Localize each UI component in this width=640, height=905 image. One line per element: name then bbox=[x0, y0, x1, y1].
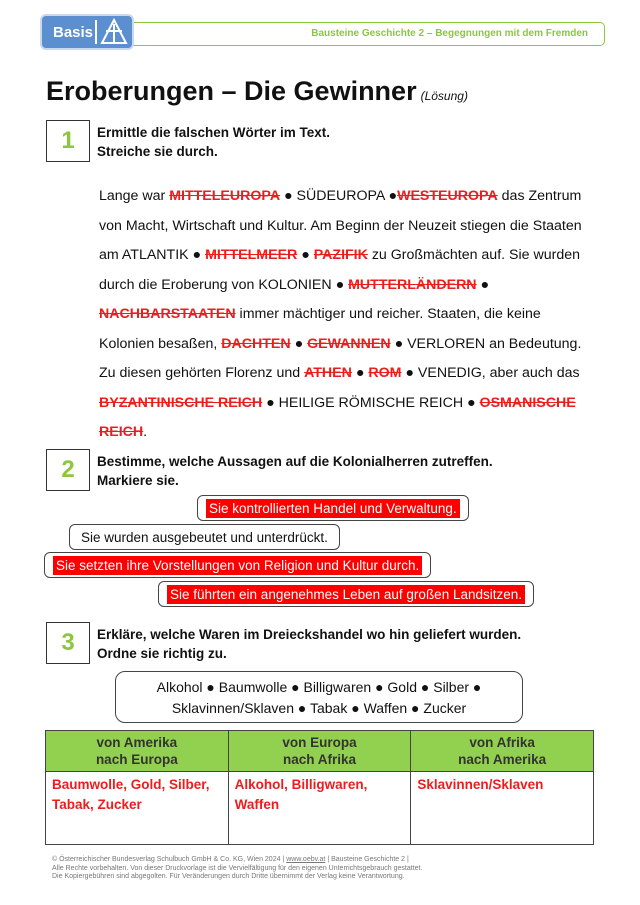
statement-text-4: Sie führten ein angenehmes Leben auf großen Landsitzen. bbox=[167, 585, 525, 604]
trade-table-header-row bbox=[46, 731, 594, 772]
answer-3-line-1: Sklavinnen/Sklaven bbox=[417, 777, 544, 792]
statement-text-3: Sie setzten ihre Vorstellungen von Religion und Kultur durch. bbox=[53, 556, 422, 575]
answer-2-line-2: Waffen bbox=[234, 797, 280, 812]
struck-word[interactable]: WESTEUROPA bbox=[397, 188, 498, 204]
header-africa-america bbox=[411, 731, 594, 772]
struck-word[interactable]: OSMANISCHE REICH bbox=[99, 394, 576, 440]
text-segment: ● bbox=[290, 335, 308, 352]
answer-1-line-2: Tabak, Zucker bbox=[52, 797, 142, 812]
triangle-logo-icon bbox=[100, 18, 128, 46]
cloze-text bbox=[99, 182, 599, 448]
text-segment: zu Großmächten auf. Sie wurden durch die Eroberung von KOLONIEN ● bbox=[99, 247, 581, 293]
header-1-line-2: nach Europa bbox=[95, 752, 178, 767]
footer-series: | Bausteine Geschichte 2 | bbox=[325, 856, 409, 863]
text-segment: das Zentrum von Macht, Wirtschaft und Kultur. Am Beginn der Neuzeit stiegen die Staaten am ATLANTIK ● bbox=[99, 188, 582, 263]
header-2-line-1: von Europa bbox=[282, 735, 357, 750]
text-segment: ● HEILIGE RÖMISCHE REICH ● bbox=[262, 394, 480, 411]
text-segment: ● bbox=[297, 247, 314, 263]
title-solution-note: (Lösung) bbox=[420, 89, 468, 103]
task-3-instructions bbox=[97, 625, 521, 663]
header-1-line-1: von Amerika bbox=[96, 735, 178, 750]
footer-line-2: Alle Rechte vorbehalten. Von dieser Druckvorlage ist die Vervielfältigung für den eigenen Unterrichtsgebrauch gestattet. bbox=[52, 864, 423, 872]
page-title bbox=[46, 76, 468, 107]
task-2-line-2: Markiere sie. bbox=[97, 473, 179, 488]
struck-word[interactable]: MITTELMEER bbox=[205, 247, 298, 263]
text-segment: immer mächtiger und reicher. Staaten, die keine Kolonien besaßen, bbox=[99, 306, 541, 352]
answer-europe-africa[interactable] bbox=[228, 772, 411, 845]
header-2-line-2: nach Afrika bbox=[282, 752, 356, 767]
text-segment: . bbox=[143, 424, 148, 440]
text-segment: ● bbox=[351, 365, 369, 381]
statement-box-2[interactable] bbox=[69, 524, 340, 550]
answer-africa-america[interactable] bbox=[411, 772, 594, 845]
statement-box-3[interactable] bbox=[44, 552, 431, 578]
footer-copyright: © Österreichischer Bundesverlag Schulbuch GmbH & Co. KG, Wien 2024 | bbox=[52, 856, 287, 863]
header-3-line-1: von Afrika bbox=[469, 735, 535, 750]
text-segment: ● bbox=[476, 276, 490, 293]
task-2-instructions bbox=[97, 452, 493, 490]
struck-word[interactable]: ROM bbox=[368, 365, 402, 381]
statement-text-1: Sie kontrollierten Handel und Verwaltung. bbox=[206, 499, 460, 518]
logo-text: Basis bbox=[53, 24, 94, 41]
copyright-footer bbox=[52, 856, 422, 882]
trade-table bbox=[45, 730, 594, 845]
statement-box-4[interactable] bbox=[158, 581, 534, 607]
struck-word[interactable]: ATHEN bbox=[304, 365, 352, 381]
struck-word[interactable]: MITTELEUROPA bbox=[169, 188, 281, 204]
word-bank-line-1: Alkohol ● Baumwolle ● Billigwaren ● Gold ● Silber ● bbox=[156, 679, 482, 695]
text-segment: ● SÜDEUROPA ● bbox=[280, 188, 398, 204]
footer-line-3: Die Kopiergebühren sind abgegolten. Für Veränderungen durch Dritte übernimmt der Verlag keine Verantwortung. bbox=[52, 873, 405, 880]
basis-logo bbox=[40, 14, 134, 50]
task-1-instructions bbox=[97, 123, 330, 161]
header-3-line-2: nach Amerika bbox=[458, 752, 547, 767]
footer-line-1 bbox=[52, 856, 422, 865]
header-europe-africa bbox=[228, 731, 411, 772]
task-2-line-1: Bestimme, welche Aussagen auf die Kolonialherren zutreffen. bbox=[97, 454, 493, 469]
answer-america-europe[interactable] bbox=[46, 772, 229, 845]
struck-word[interactable]: BYZANTINISCHE REICH bbox=[99, 394, 263, 411]
task-2-number: 2 bbox=[46, 449, 90, 491]
struck-word[interactable]: NACHBARSTAATEN bbox=[99, 306, 236, 322]
struck-word[interactable]: MUTTERLÄNDERN bbox=[348, 276, 477, 293]
statement-box-1[interactable] bbox=[197, 495, 469, 521]
word-bank bbox=[115, 671, 523, 723]
series-title: Bausteine Geschichte 2 – Begegnungen mit dem Fremden bbox=[311, 28, 588, 39]
text-segment: Lange war bbox=[99, 188, 170, 204]
struck-word[interactable]: GEWANNEN bbox=[307, 335, 391, 352]
struck-word[interactable]: DACHTEN bbox=[221, 335, 291, 352]
task-1-line-2: Streiche sie durch. bbox=[97, 144, 218, 159]
statement-text-2: Sie wurden ausgebeutet und unterdrückt. bbox=[81, 529, 328, 545]
task-1-line-1: Ermittle die falschen Wörter im Text. bbox=[97, 125, 331, 140]
task-3-number: 3 bbox=[46, 622, 90, 664]
task-3-line-1: Erkläre, welche Waren im Dreieckshandel wo hin geliefert wurden. bbox=[97, 627, 522, 642]
text-segment: ● VENEDIG, aber auch das bbox=[401, 365, 580, 381]
answer-1-line-1: Baumwolle, Gold, Silber, bbox=[52, 777, 210, 792]
struck-word[interactable]: PAZIFIK bbox=[313, 247, 368, 263]
publisher-link[interactable]: www.oebv.at bbox=[286, 856, 326, 863]
text-segment: ● VERLOREN an Bedeutung. Zu diesen gehörten Florenz und bbox=[99, 335, 582, 381]
answer-2-line-1: Alkohol, Billigwaren, bbox=[234, 777, 368, 792]
word-bank-line-2: Sklavinnen/Sklaven ● Tabak ● Waffen ● Zucker bbox=[171, 700, 467, 716]
trade-table-answer-row bbox=[46, 772, 594, 845]
header-america-europe bbox=[46, 731, 229, 772]
task-1-number: 1 bbox=[46, 120, 90, 162]
logo-divider bbox=[95, 20, 97, 44]
task-3-line-2: Ordne sie richtig zu. bbox=[97, 646, 227, 661]
title-main: Eroberungen – Die Gewinner bbox=[46, 76, 417, 106]
